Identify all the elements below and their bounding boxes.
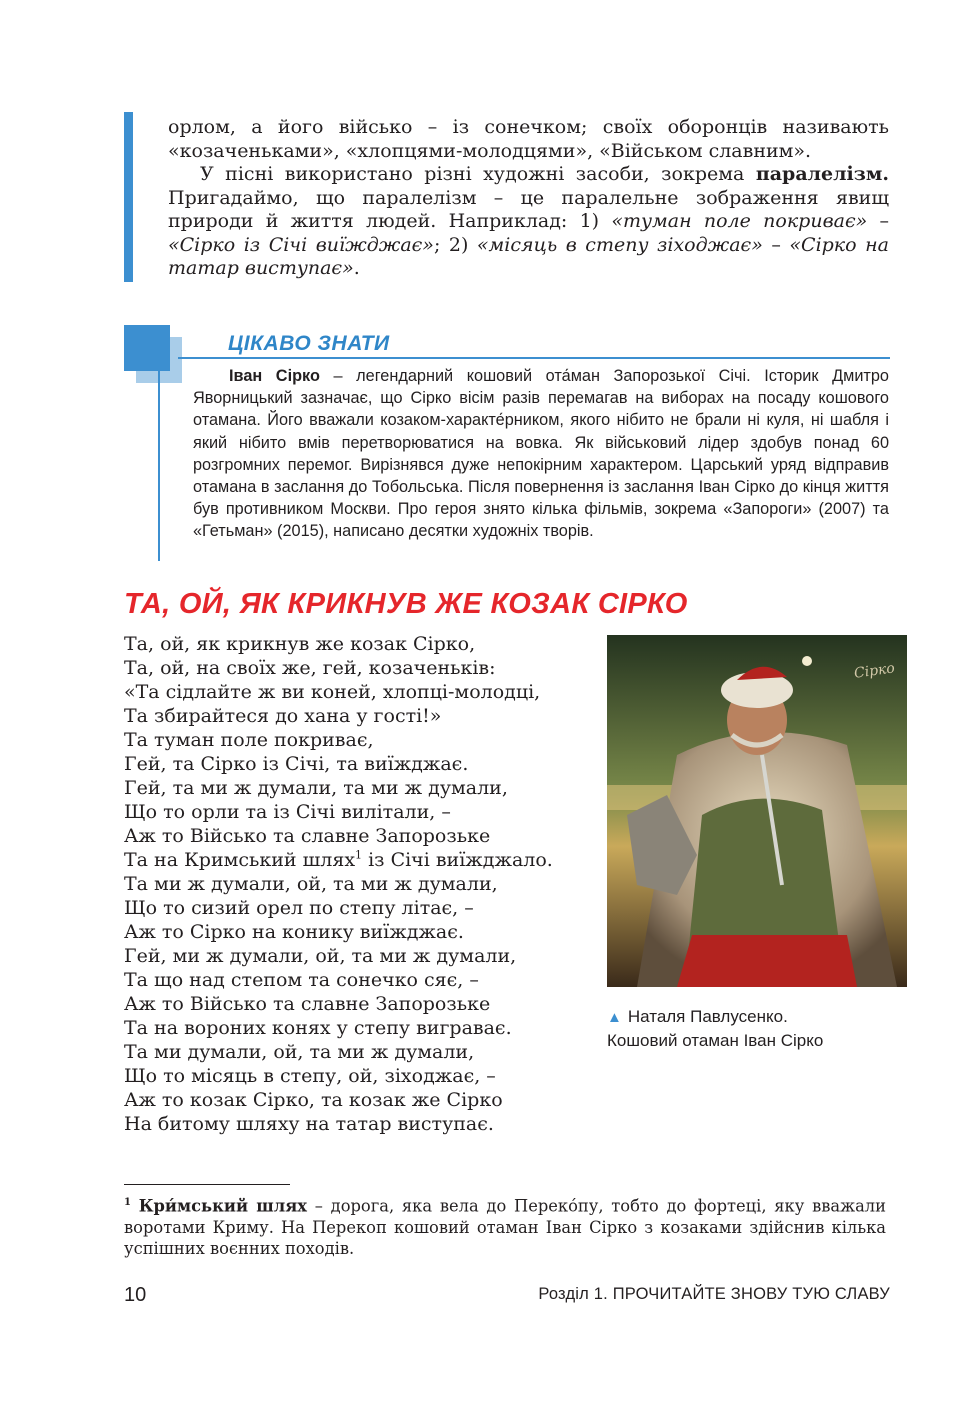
page-number: 10 — [124, 1284, 147, 1306]
analysis-text-span: У пісні використано різні художні засоби, зокрема — [200, 163, 756, 185]
painting-ivan-sirko — [607, 635, 907, 987]
poem-line: Та збирайтеся до хана у гості!» — [124, 705, 442, 727]
red-sash-shape — [677, 935, 857, 987]
poem-line: Гей, ми ж думали, ой, та ми ж думали, — [124, 945, 517, 967]
poem-line: Та, ой, на своїх же, гей, козаченьків: — [124, 657, 496, 679]
caption-line: Кошовий отаман Іван Сірко — [607, 1031, 824, 1050]
example-quote: «місяць в степу зіходжає» — [476, 233, 763, 256]
info-vertical-rule — [158, 371, 160, 561]
poem-line: Та що над степом та сонечко сяє, – — [124, 969, 479, 991]
poem-line-text: із Січі виїжджало. — [362, 849, 553, 871]
triangle-up-icon: ▲ — [607, 1009, 622, 1026]
info-horizontal-rule — [178, 357, 890, 359]
example-quote: «Сірко на татар виступає» — [168, 233, 889, 279]
analysis-paragraph-2 — [168, 163, 889, 281]
poem-line: Що то сизий орел по степу літає, – — [124, 897, 474, 919]
running-head: Розділ 1. ПРОЧИТАЙТЕ ЗНОВУ ТУЮ СЛАВУ — [538, 1285, 890, 1303]
footnote-ref[interactable]: 1 — [355, 848, 363, 862]
analysis-accent-bar — [124, 112, 133, 282]
analysis-text — [168, 116, 889, 281]
poem-line: Та, ой, як крикнув же козак Сірко, — [124, 633, 476, 655]
footnote-marker: 1 — [124, 1197, 131, 1208]
poem-line: На битому шляху на татар виступає. — [124, 1113, 494, 1135]
footnote-rule — [124, 1184, 290, 1185]
info-text — [193, 365, 889, 543]
poem-line: Та ми ж думали, ой, та ми ж думали, — [124, 873, 498, 895]
poem-line: Та на вороних конях у степу виграває. — [124, 1017, 512, 1039]
analysis-text-span: ; 2) — [433, 233, 477, 256]
poem-line: Гей, та Сірко із Січі, та виїжджає. — [124, 753, 469, 775]
analysis-text-span: Пригадаймо, що паралелізм – це паралельне зображення явищ природи й життя людей. Наприклад: 1) — [168, 186, 889, 232]
poem-line: Аж то Військо та славне Запорозьке — [124, 825, 491, 847]
info-heading: ЦІКАВО ЗНАТИ — [228, 332, 390, 355]
poem-line: Аж то козак Сірко, та козак же Сірко — [124, 1089, 503, 1111]
example-quote: «Сірко із Січі виїжджає» — [168, 233, 434, 256]
painting-signature: Сірко — [853, 660, 896, 682]
poem-line: Аж то Сірко на конику виїжджає. — [124, 921, 464, 943]
footnote-text: – дорога, яка вела до Переко́пу, тобто до фортеці, яку вважали воротами Криму. На Перекоп кошовий отаман Іван Сірко з козаками здійснив кілька успішних воєнних походів. — [124, 1196, 886, 1259]
poem-line — [124, 848, 604, 872]
term-parallelism: паралелізм. — [755, 163, 889, 185]
footnote-term: Кри́мський шлях — [138, 1196, 307, 1216]
song-title: ТА, ОЙ, ЯК КРИКНУВ ЖЕ КОЗАК СІРКО — [124, 588, 688, 620]
example-quote: «туман поле покриває» — [611, 210, 868, 232]
caption-line: Наталя Павлусенко. — [627, 1007, 788, 1026]
poem-line: Що то місяць в степу, ой, зіходжає, – — [124, 1065, 496, 1087]
info-name: Іван Сірко — [229, 367, 320, 385]
poem — [124, 632, 604, 1136]
analysis-text-span: . — [353, 257, 360, 279]
info-body: – легендарний кошовий ота́ман Запорозької Січі. Історик Дмитро Яворницький зазначає, що Сірко вісім разів перемагав на виборах на посаду кошового отамана. Його вважали козаком-характе́рником, якого нібито не брали ні куля, ні шабля і який нібито вмів перетворюватися на вовка. Як військовий лідер здобув понад 60 розгромних перемог. Вирізнявся дуже непокірним характером. Царський уряд відправив отамана в заслання до Тобольська. Після повернення із заслання Іван Сірко до кінця життя був противником Москви. Про героя знято кілька фільмів, зокрема «Запороги» (2007) та «Гетьман» (2015), написано десятки художніх творів. — [193, 367, 889, 541]
moon-shape — [802, 656, 812, 666]
poem-line: «Та сідлайте ж ви коней, хлопці-молодці, — [124, 681, 541, 703]
painting-caption — [607, 1005, 907, 1052]
poem-line: Та ми думали, ой, та ми ж думали, — [124, 1041, 475, 1063]
did-you-know-block — [124, 325, 894, 565]
footnote — [124, 1192, 886, 1260]
poem-line: Аж то Військо та славне Запорозьке — [124, 993, 491, 1015]
info-square-front — [124, 325, 170, 371]
poem-line-text: Та на Кримський шлях — [124, 849, 356, 871]
poem-line: Що то орли та із Січі вилітали, – — [124, 801, 451, 823]
analysis-paragraph-1: орлом, а його військо – із сонечком; своїх оборонців називають «козаченьками», «хлопцями-молодцями», «Військом славним». — [168, 116, 889, 162]
analysis-block — [124, 112, 890, 282]
poem-line: Гей, та ми ж думали, та ми ж думали, — [124, 777, 508, 799]
analysis-text-span: – — [762, 233, 790, 256]
poem-line: Та туман поле покриває, — [124, 729, 374, 751]
analysis-text-span: – — [867, 210, 889, 232]
